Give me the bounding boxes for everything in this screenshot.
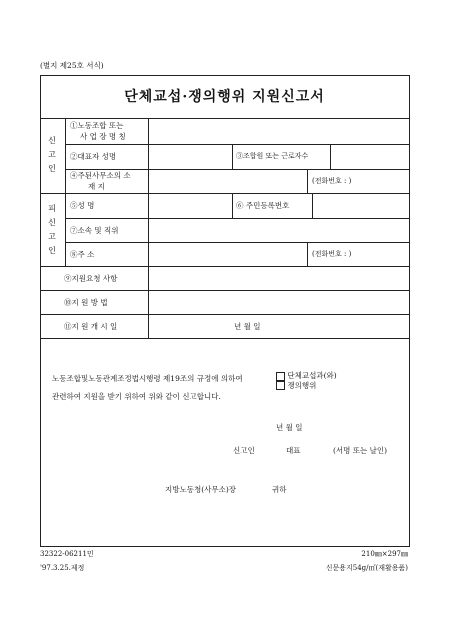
collective-bargaining-option: 단체교섭과(와)	[287, 371, 337, 380]
representative-name-label: ②대표자 성명	[70, 152, 117, 161]
divider	[307, 169, 308, 193]
support-start-date-field[interactable]: 년 월 일	[234, 322, 261, 331]
support-request-field[interactable]	[149, 267, 408, 289]
respondent-address-field[interactable]	[149, 243, 306, 265]
respondent-name-field[interactable]	[149, 194, 231, 217]
union-name-field[interactable]	[149, 119, 408, 143]
resident-number-label: ⑥ 주민등록번호	[236, 201, 290, 210]
form-enacted-date: '97.3.25.제정	[40, 564, 85, 572]
support-method-label: ⑩지 원 방 법	[64, 298, 108, 307]
recipient-honorific: 귀하	[272, 485, 287, 494]
statement-line-2: 관련하여 지원을 받기 위하여 위와 같이 신고합니다.	[52, 392, 221, 401]
dispute-action-checkbox[interactable]	[276, 381, 285, 390]
signature-field[interactable]: (서명 또는 날인)	[333, 446, 388, 455]
divider	[65, 118, 66, 266]
member-count-field[interactable]	[331, 145, 408, 168]
member-count-label: ③조합원 또는 근로자수	[236, 152, 309, 160]
support-start-date-label: ⑪지 원 개 시 일	[64, 322, 118, 331]
dispute-action-option: 쟁의행위	[287, 380, 317, 390]
divider	[40, 338, 409, 339]
respondent-side-label: 피 신 고 인	[48, 204, 56, 255]
affiliation-field[interactable]	[149, 219, 408, 241]
report-date[interactable]: 년 월 일	[276, 423, 303, 432]
recipient-office: 지방노동청(사무소)장	[165, 485, 237, 494]
paper-size: 210㎜×297㎜	[361, 550, 408, 558]
representative-name-field[interactable]	[149, 145, 231, 168]
statement-line-1: 노동조합및노동관계조정법시행령 제19조의 규정에 의하여	[52, 374, 243, 383]
union-name-label: ①노동조합 또는 사 업 장 명 칭	[70, 121, 126, 141]
affiliation-label: ⑦소속 및 직위	[70, 226, 119, 235]
divider	[307, 242, 308, 266]
form-code: 32322-06211민	[40, 550, 94, 558]
office-address-label: ④주된사무소의 소 재 지	[70, 171, 131, 191]
applicant-side-label: 신 고 인	[48, 136, 56, 173]
divider	[232, 144, 233, 169]
support-request-label: ⑨지원요청 사항	[64, 274, 118, 283]
form-number-note: (별지 제25호 서식)	[40, 61, 104, 70]
respondent-phone-label: (전화번호 : )	[312, 250, 352, 258]
applicant-signature-label: 신고인	[233, 446, 255, 455]
form-title: 단체교섭·쟁의행위 지원신고서	[124, 89, 325, 105]
paper-spec: 신문용지54g/㎡(재활용품)	[325, 564, 408, 572]
respondent-address-label: ⑧주 소	[70, 250, 95, 259]
resident-number-field[interactable]	[313, 194, 408, 217]
applicant-phone-label: (전화번호 : )	[312, 177, 352, 185]
respondent-name-label: ⑤성 명	[70, 201, 95, 210]
support-method-field[interactable]	[149, 291, 408, 313]
representative-label: 대표	[286, 446, 301, 455]
divider	[40, 314, 409, 315]
office-address-field[interactable]	[149, 170, 306, 192]
collective-bargaining-checkbox[interactable]	[276, 372, 285, 381]
divider	[232, 193, 233, 218]
statement-options	[276, 371, 337, 390]
